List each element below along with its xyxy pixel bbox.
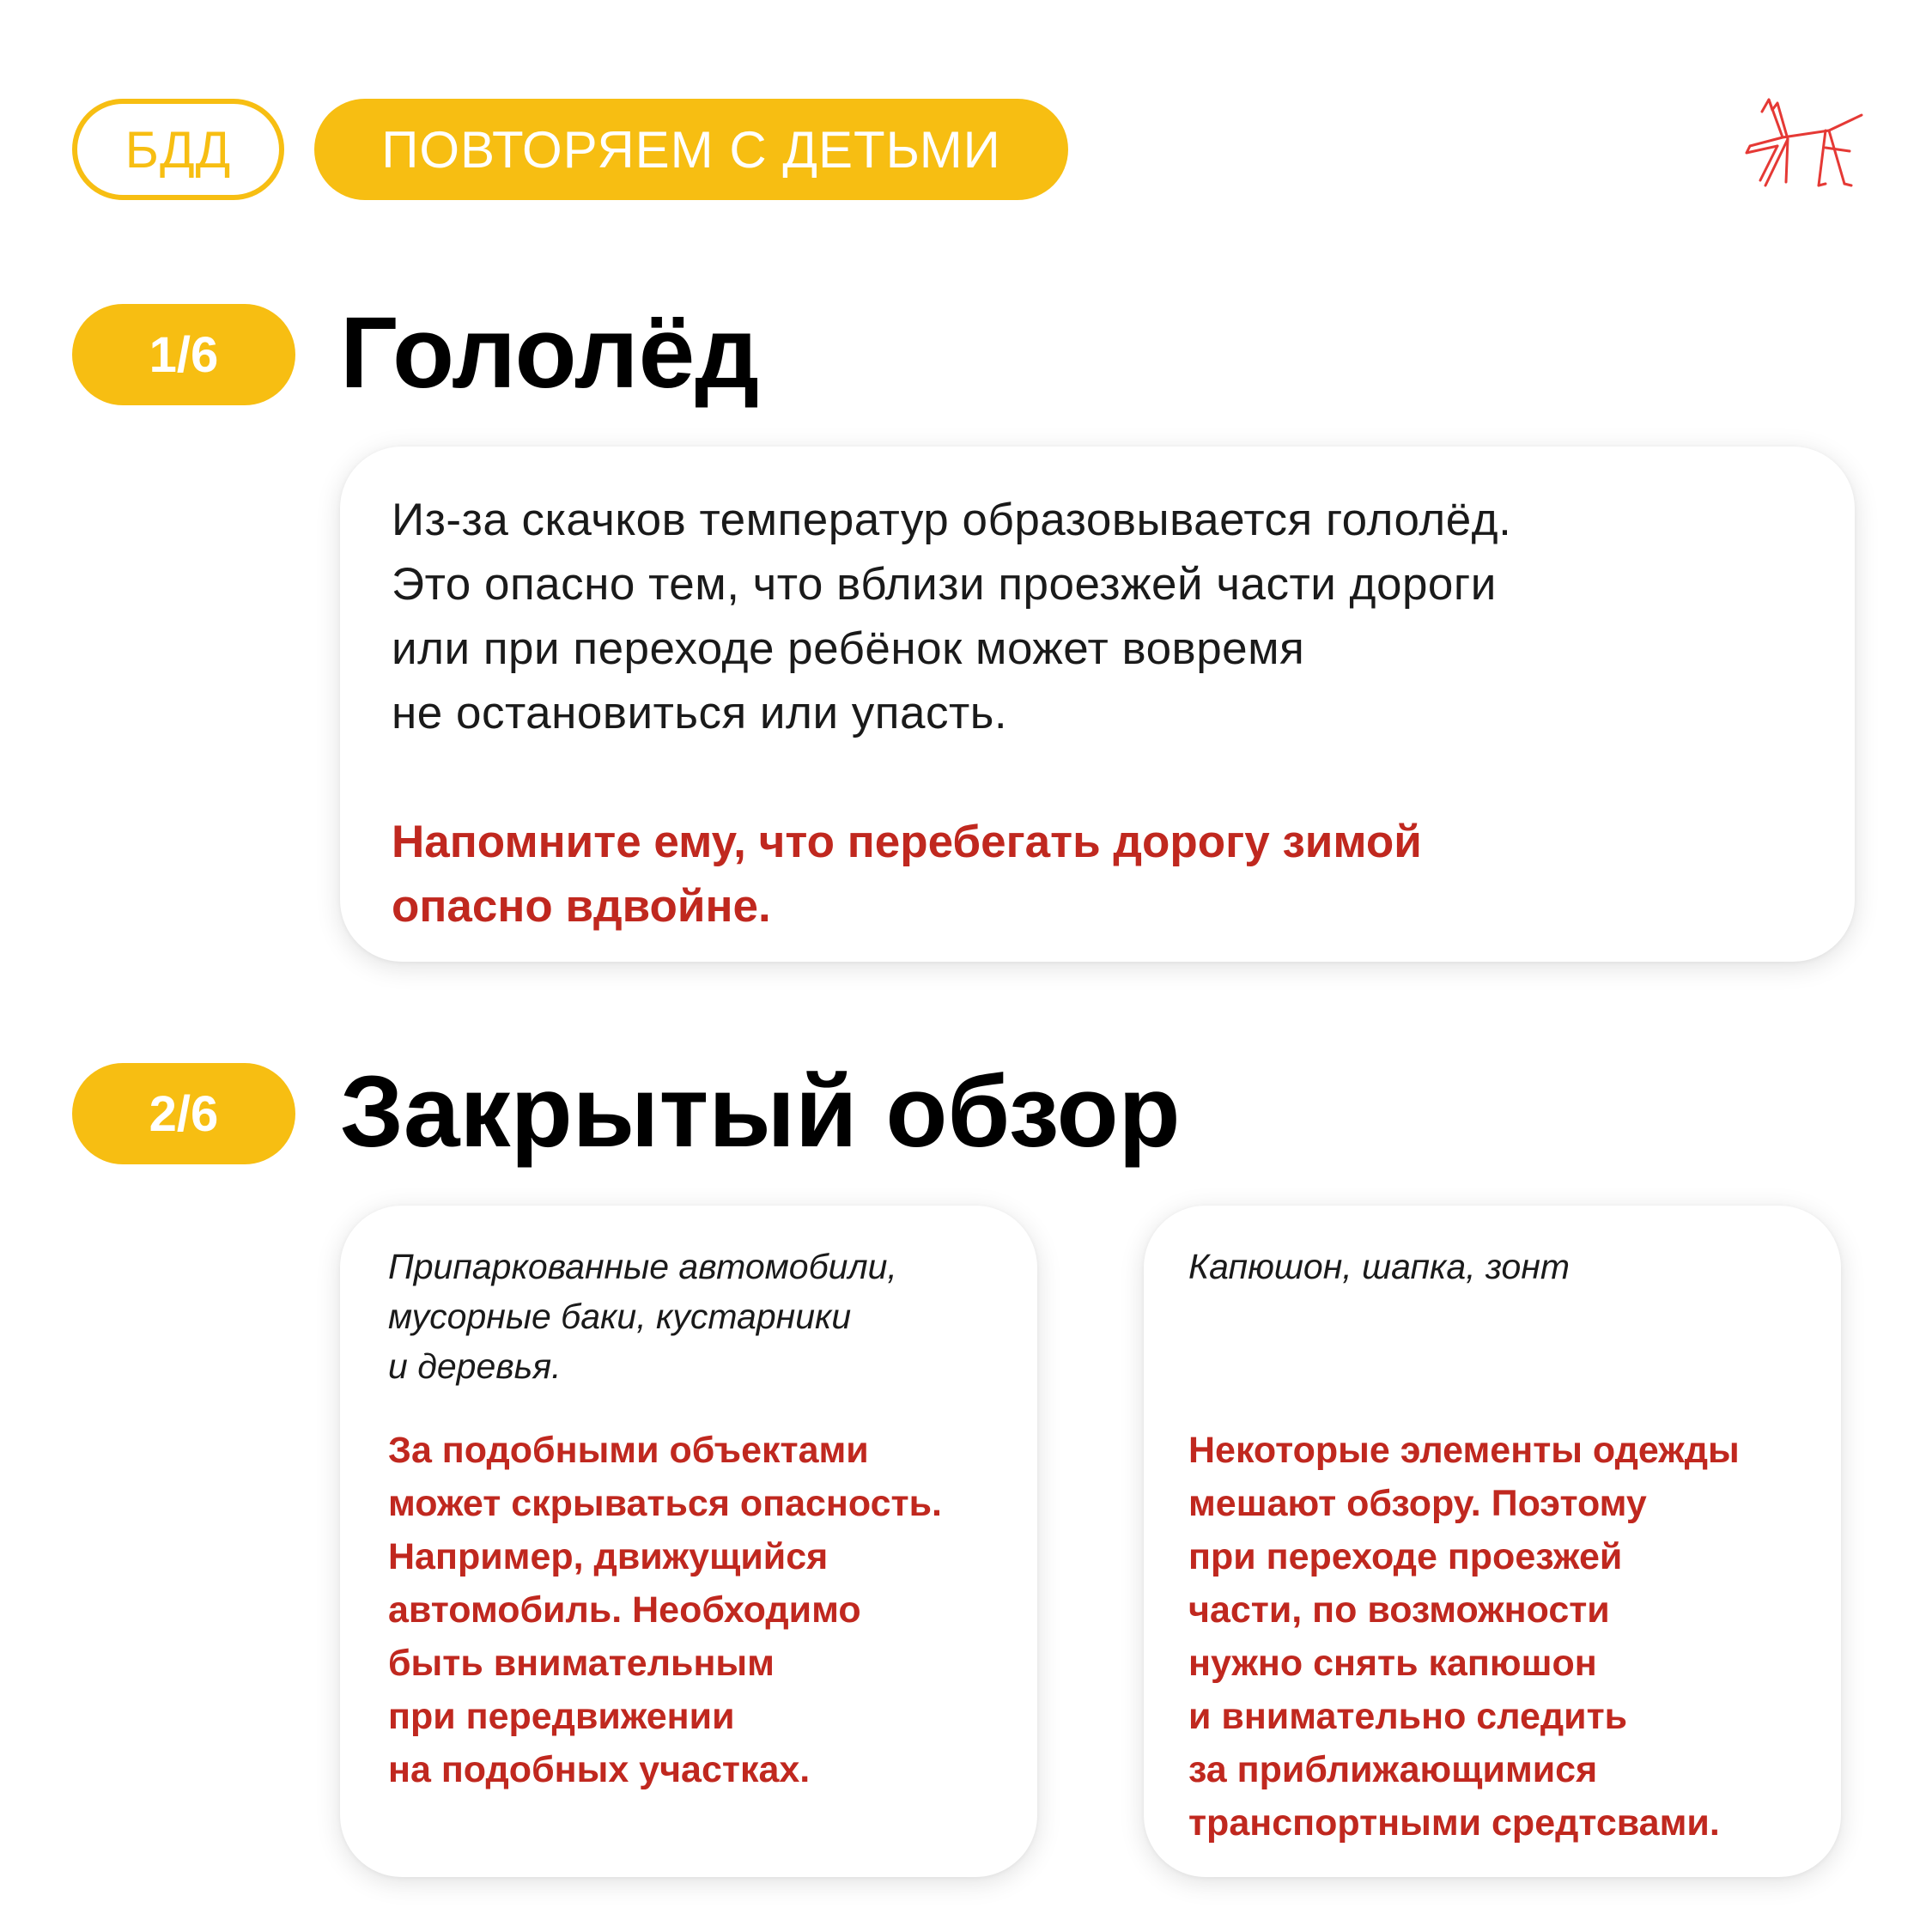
tag-bdd: БДД: [72, 99, 284, 200]
section-number-2: 2/6: [72, 1063, 295, 1164]
accent-line: мешают обзору. Поэтому: [1188, 1483, 1647, 1524]
horse-logo-icon: [1743, 96, 1863, 191]
card-accent-text: [1188, 1424, 1824, 1850]
body-line: Из-за скачков температур образовывается гололёд.: [392, 495, 1512, 545]
body-line: Это опасно тем, что вблизи проезжей части дороги: [392, 559, 1497, 610]
section-title-1: Гололёд: [340, 296, 760, 410]
note-line: Капюшон, шапка, зонт: [1188, 1247, 1571, 1286]
note-line: мусорные баки, кустарники: [388, 1297, 852, 1336]
card-body-text: [392, 488, 1803, 745]
card-note-text: [388, 1242, 994, 1391]
card-accent-text: [392, 810, 1803, 939]
accent-line: на подобных участках.: [388, 1749, 811, 1790]
card-note-text: [1188, 1242, 1824, 1291]
info-card-parked-objects: [340, 1206, 1037, 1877]
accent-line: Некоторые элементы одежды: [1188, 1430, 1740, 1471]
body-line: или при переходе ребёнок может вовремя: [392, 623, 1305, 674]
accent-line: Напомните ему, что перебегать дорогу зимой: [392, 817, 1422, 867]
accent-line: при передвижении: [388, 1696, 735, 1737]
info-card-ice: [340, 447, 1855, 962]
accent-line: части, по возможности: [1188, 1589, 1610, 1631]
tag-repeat-with-children: ПОВТОРЯЕМ С ДЕТЬМИ: [314, 99, 1068, 200]
accent-line: опасно вдвойне.: [392, 881, 771, 932]
note-line: и деревья.: [388, 1346, 562, 1386]
section-number-1: 1/6: [72, 304, 295, 405]
accent-line: За подобными объектами: [388, 1430, 869, 1471]
accent-line: нужно снять капюшон: [1188, 1643, 1597, 1684]
accent-line: транспортными средтсвами.: [1188, 1802, 1720, 1844]
card-accent-text: [388, 1424, 994, 1796]
accent-line: и внимательно следить: [1188, 1696, 1628, 1737]
accent-line: автомобиль. Необходимо: [388, 1589, 861, 1631]
accent-line: за приближающимися: [1188, 1749, 1598, 1790]
accent-line: Например, движущийся: [388, 1536, 829, 1577]
body-line: не остановиться или упасть.: [392, 688, 1008, 738]
section-title-2: Закрытый обзор: [340, 1055, 1181, 1169]
accent-line: быть внимательным: [388, 1643, 775, 1684]
note-line: Припаркованные автомобили,: [388, 1247, 897, 1286]
accent-line: при переходе проезжей: [1188, 1536, 1623, 1577]
info-card-clothing: [1144, 1206, 1841, 1877]
accent-line: может скрываться опасность.: [388, 1483, 942, 1524]
